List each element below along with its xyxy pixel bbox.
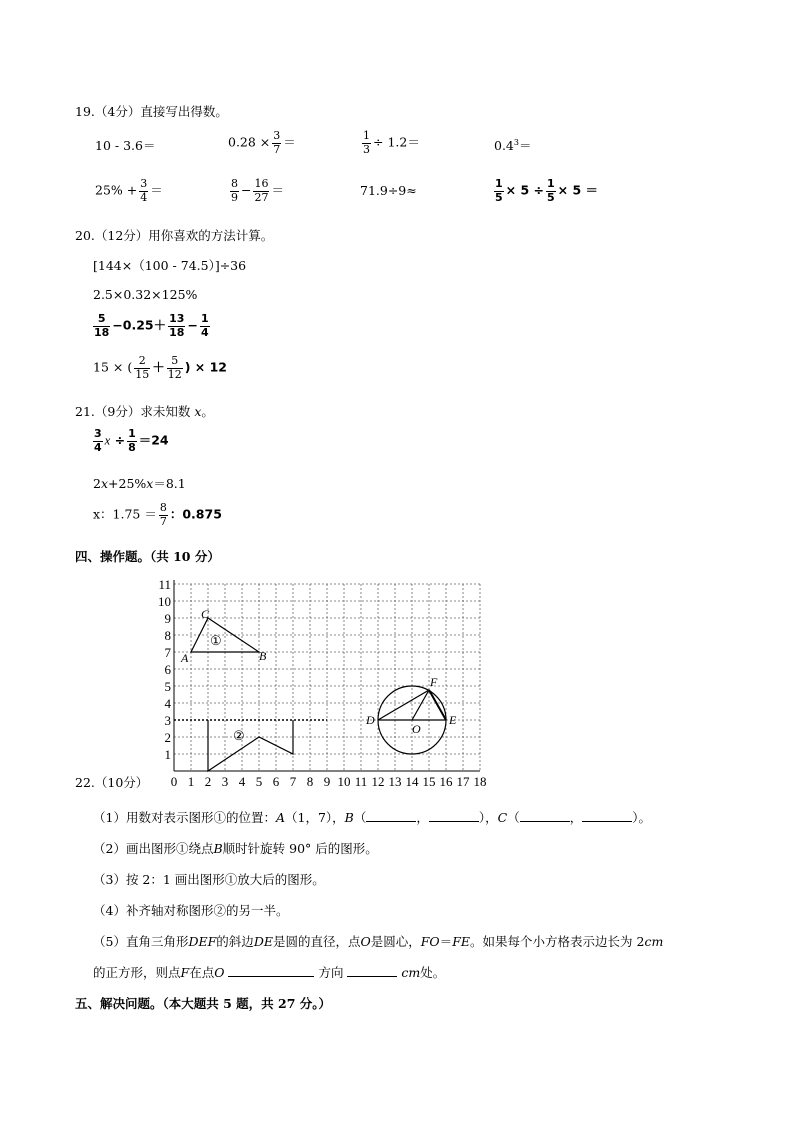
- segment-DF: [378, 690, 429, 720]
- fraction: $\frac{8}{7}$: [159, 501, 167, 528]
- q19-item-8: $\frac{1}{5}$ × 5 ÷ $\frac{1}{5}$ × 5 ＝: [495, 177, 599, 204]
- x-tick-label: 1: [187, 774, 195, 789]
- fraction: $\frac{1}{5}$: [495, 177, 503, 204]
- point-label-B: B: [259, 649, 267, 663]
- y-tick-label: 7: [164, 645, 171, 660]
- x-tick-label: 15: [422, 774, 436, 789]
- fraction: $\frac{5}{12}$: [167, 354, 182, 381]
- triangle-figure-1: [191, 618, 259, 652]
- y-tick-label: 9: [164, 611, 171, 626]
- q21-line-2: 2x+25%x＝8.1: [93, 476, 186, 491]
- x-tick-label: 12: [371, 774, 385, 789]
- q22-part-5: （5）直角三角形DEF的斜边DE是圆的直径，点O是圆心，FO＝FE。如果每个小方格表示边长为 2cm: [93, 934, 664, 949]
- x-tick-label: 5: [255, 774, 263, 789]
- y-tick-label: 4: [164, 696, 171, 711]
- coordinate-grid: [150, 576, 495, 790]
- x-tick-label: 11: [354, 774, 368, 789]
- q21-line-1: $\frac{3}{4}$ x ÷ $\frac{1}{8}$ ＝24: [94, 427, 169, 454]
- y-tick-label: 11: [158, 577, 171, 592]
- section-5-heading: 五、解决问题。（本大题共 5 题，共 27 分。）: [75, 996, 332, 1011]
- figure-2-label: ②: [233, 728, 245, 743]
- x-tick-label: 3: [221, 774, 229, 789]
- fraction: $\frac{1}{4}$: [200, 312, 209, 339]
- q19-item-2-pre: 0.28 ×: [228, 134, 271, 150]
- answer-blank-C-x[interactable]: [520, 809, 570, 822]
- q20-line-2: 2.5×0.32×125%: [93, 287, 198, 302]
- point-label-C: C: [201, 607, 210, 621]
- fraction: $\frac{1}{3}$: [363, 129, 370, 156]
- y-tick-label: 10: [158, 594, 171, 609]
- x-tick-label: 9: [323, 774, 331, 789]
- q20-line-3: $\frac{5}{18}$ −0.25＋ $\frac{13}{18}$ − $\frac{1}{4}$: [94, 312, 209, 339]
- q19-item-4: $0.4^3=$: [494, 137, 532, 153]
- fraction: $\frac{5}{18}$: [94, 312, 110, 339]
- q20-title: 20.（12分）用你喜欢的方法计算。: [75, 228, 274, 243]
- x-tick-label: 18: [473, 774, 487, 789]
- fraction: $\frac{2}{15}$: [135, 354, 150, 381]
- point-label-F: F: [430, 675, 438, 689]
- point-label-O: O: [412, 722, 421, 736]
- q19-title: 19.（4分）直接写出得数。: [75, 104, 228, 119]
- point-label-E: E: [449, 713, 457, 727]
- answer-blank-C-y[interactable]: [582, 809, 632, 822]
- figure-2-half: [208, 720, 293, 771]
- y-tick-label: 1: [164, 747, 171, 762]
- x-tick-label: 10: [337, 774, 351, 789]
- x-tick-label: 4: [238, 774, 246, 789]
- x-tick-label: 13: [388, 774, 402, 789]
- fraction: $\frac{1}{5}$: [547, 177, 555, 204]
- y-tick-label: 8: [164, 628, 171, 643]
- x-tick-label: 2: [204, 774, 212, 789]
- q22-part-3: （3）按 2：1 画出图形①放大后的图形。: [93, 872, 325, 887]
- y-tick-label: 5: [164, 679, 171, 694]
- y-tick-label: 2: [164, 730, 171, 745]
- x-axis-labels: [171, 774, 487, 789]
- fraction: $\frac{3}{7}$: [273, 129, 281, 156]
- q20-line-4: 15 × ( $\frac{2}{15}$ ＋ $\frac{5}{12}$ ) × 12: [93, 354, 228, 381]
- x-tick-label: 6: [272, 774, 280, 789]
- x-tick-label: 8: [306, 774, 314, 789]
- fraction: $\frac{8}{9}$: [231, 177, 238, 204]
- fraction: $\frac{1}{8}$: [128, 427, 136, 454]
- q19-item-6: $\frac{8}{9}$ − $\frac{16}{27}$ ＝: [231, 177, 284, 204]
- q19-item-5: 25% + $\frac{3}{4}$ ＝: [95, 177, 163, 204]
- q19-item-7: 71.9÷9≈: [360, 183, 417, 198]
- q21-title: 21.（9分）求未知数 x。: [75, 404, 214, 419]
- fraction: $\frac{16}{27}$: [254, 177, 269, 204]
- point-label-D: D: [366, 713, 375, 727]
- q22-part-4: （4）补齐轴对称图形②的另一半。: [93, 903, 289, 918]
- q22-part-2: （2）画出图形①绕点B顺时针旋转 90° 后的图形。: [93, 841, 378, 856]
- x-tick-label: 0: [170, 774, 178, 789]
- figure-1-label: ①: [210, 633, 222, 648]
- q22-part-5-cont: 的正方形，则点F在点O 方向 cm处。: [93, 965, 446, 980]
- q19-item-3: $\frac{1}{3}$ ÷ 1.2＝: [363, 129, 420, 156]
- segment-FE: [429, 690, 446, 720]
- y-tick-label: 3: [164, 713, 171, 728]
- q22-part-1: （1）用数对表示图形①的位置：A（1，7），B（ ， ），C（ ， ）。: [93, 810, 652, 825]
- q21-line-3: x：1.75 ＝ $\frac{8}{7}$ ：0.875: [93, 501, 222, 528]
- x-tick-label: 7: [289, 774, 297, 789]
- fraction: $\frac{13}{18}$: [169, 312, 185, 339]
- q20-line-1: [144×（100 - 74.5）]÷36: [93, 258, 247, 273]
- q19-item-2: 0.28 × $\frac{3}{7}$ ＝: [228, 129, 296, 156]
- fraction: $\frac{3}{4}$: [140, 177, 148, 204]
- answer-blank-B-y[interactable]: [429, 809, 479, 822]
- q22-title: 22.（10分）: [75, 775, 149, 790]
- q19-item-1: 10 - 3.6＝: [95, 138, 156, 153]
- answer-blank-B-x[interactable]: [366, 809, 416, 822]
- fraction: $\frac{3}{4}$: [94, 427, 102, 454]
- x-tick-label: 14: [405, 774, 419, 789]
- answer-blank-distance[interactable]: [347, 964, 397, 977]
- section-4-heading: 四、操作题。（共 10 分）: [75, 549, 220, 564]
- x-tick-label: 17: [456, 774, 470, 789]
- answer-blank-direction[interactable]: [228, 964, 314, 977]
- x-tick-label: 16: [439, 774, 453, 789]
- point-label-A: A: [181, 651, 189, 665]
- y-tick-label: 6: [164, 662, 171, 677]
- y-axis-labels: [158, 577, 172, 762]
